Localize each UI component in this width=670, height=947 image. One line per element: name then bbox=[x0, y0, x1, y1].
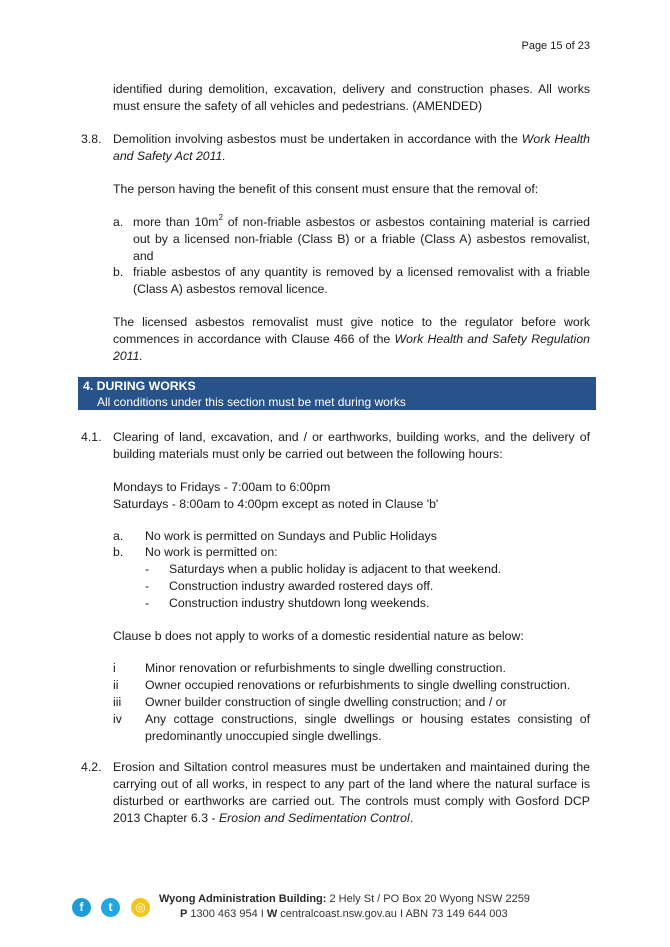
page-footer bbox=[0, 889, 670, 929]
footer-address bbox=[159, 893, 530, 905]
instagram-icon[interactable]: ◎ bbox=[131, 898, 150, 917]
exception-label: i bbox=[113, 661, 116, 675]
twitter-icon[interactable]: t bbox=[101, 898, 120, 917]
subitem-public-holiday: Saturdays when a public holiday is adjacent to that weekend. bbox=[169, 562, 502, 576]
section-header-bar bbox=[78, 377, 596, 410]
item-a-label: a. bbox=[113, 529, 124, 543]
item-b-label: b. bbox=[113, 265, 124, 279]
hours-weekday: Mondays to Fridays - 7:00am to 6:00pm bbox=[113, 480, 331, 494]
facebook-icon[interactable]: f bbox=[72, 898, 91, 917]
condition-number-3-8: 3.8. bbox=[81, 132, 102, 146]
dash-marker: - bbox=[145, 562, 150, 576]
web-label: W bbox=[266, 908, 278, 920]
exception-item: Any cottage constructions, single dwellings or housing estates consisting of predominantly unoccupied single dwellings. bbox=[145, 712, 590, 743]
condition-4-2-text bbox=[113, 759, 590, 827]
condition-number-4-2: 4.2. bbox=[81, 760, 102, 774]
phone-number: 1300 463 954 I bbox=[187, 908, 267, 920]
regulation-name: Work Health and Safety Regulation 2011. bbox=[113, 332, 590, 363]
page-number: Page 15 of 23 bbox=[521, 40, 590, 52]
item-a-label: a. bbox=[113, 215, 124, 229]
hours-saturday: Saturdays - 8:00am to 4:00pm except as noted in Clause 'b' bbox=[113, 497, 439, 511]
building-label: Wyong Administration Building: bbox=[159, 893, 327, 905]
clause-b-note: Clause b does not apply to works of a domestic residential nature as below: bbox=[113, 629, 524, 643]
dash-marker: - bbox=[145, 596, 150, 610]
condition-3-8-text bbox=[113, 131, 590, 165]
asbestos-item-a bbox=[133, 214, 590, 265]
erosion-suffix: . bbox=[409, 811, 414, 825]
exception-item: Owner builder construction of single dwelling construction; and / or bbox=[145, 695, 507, 709]
erosion-text: Erosion and Siltation control measures must be undertaken and maintained during the carrying out of all works, in respect to any part of the land where the natural surface is disturbed or earthworks are carried out. The controls must comply with Gosford DCP 2013 Chapter 6.3 - bbox=[113, 760, 590, 825]
exception-item: Owner occupied renovations or refurbishments to single dwelling construction. bbox=[145, 678, 571, 692]
square-superscript: 2 bbox=[218, 212, 223, 222]
section-title: 4. DURING WORKS bbox=[83, 379, 196, 393]
continued-paragraph: identified during demolition, excavation, delivery and construction phases. All works must ensure the safety of all vehicles and pedestrians. (AMENDED) bbox=[113, 82, 590, 113]
section-subtitle: All conditions under this section must be met during works bbox=[97, 395, 406, 409]
subitem-shutdown-weekends: Construction industry shutdown long weekends. bbox=[169, 596, 430, 610]
exception-label: iii bbox=[113, 695, 122, 709]
dash-marker: - bbox=[145, 579, 150, 593]
exception-label: iv bbox=[113, 712, 122, 726]
subitem-rostered-days: Construction industry awarded rostered days off. bbox=[169, 579, 434, 593]
no-work-permitted-on: No work is permitted on: bbox=[145, 545, 278, 559]
building-address: 2 Hely St / PO Box 20 Wyong NSW 2259 bbox=[326, 893, 530, 905]
phone-label: P bbox=[180, 908, 188, 920]
web-address: centralcoast.nsw.gov.au I ABN 73 149 644 003 bbox=[277, 908, 508, 920]
no-sunday-work: No work is permitted on Sundays and Public Holidays bbox=[145, 529, 437, 543]
erosion-reference: Erosion and Sedimentation Control bbox=[218, 811, 410, 825]
item-a-text-end: of non-friable asbestos or asbestos containing material is carried out by a licensed non-friable (Class B) or a friable (Class A) asbestos removalist, and bbox=[133, 215, 590, 263]
notice-prefix: The licensed asbestos removalist must give notice to the regulator before work commences in accordance with Clause 466 of the bbox=[113, 315, 590, 346]
item-b-label: b. bbox=[113, 545, 124, 559]
item-a-text-start: more than 10m bbox=[133, 215, 219, 229]
act-name: Work Health and Safety Act 2011. bbox=[113, 132, 590, 163]
asbestos-item-b: friable asbestos of any quantity is removed by a licensed removalist with a friable (Class A) asbestos removal licence. bbox=[133, 265, 590, 296]
exception-item: Minor renovation or refurbishments to single dwelling construction. bbox=[145, 661, 506, 675]
removalist-notice bbox=[113, 314, 590, 365]
exception-label: ii bbox=[113, 678, 119, 692]
condition-number-4-1: 4.1. bbox=[81, 430, 102, 444]
footer-contact bbox=[180, 908, 508, 920]
condition-3-8-prefix: Demolition involving asbestos must be undertaken in accordance with the bbox=[113, 132, 522, 146]
condition-3-8-intro: The person having the benefit of this consent must ensure that the removal of: bbox=[113, 182, 539, 196]
condition-4-1-text: Clearing of land, excavation, and / or earthworks, building works, and the delivery of building materials must only be carried out between the following hours: bbox=[113, 430, 590, 461]
